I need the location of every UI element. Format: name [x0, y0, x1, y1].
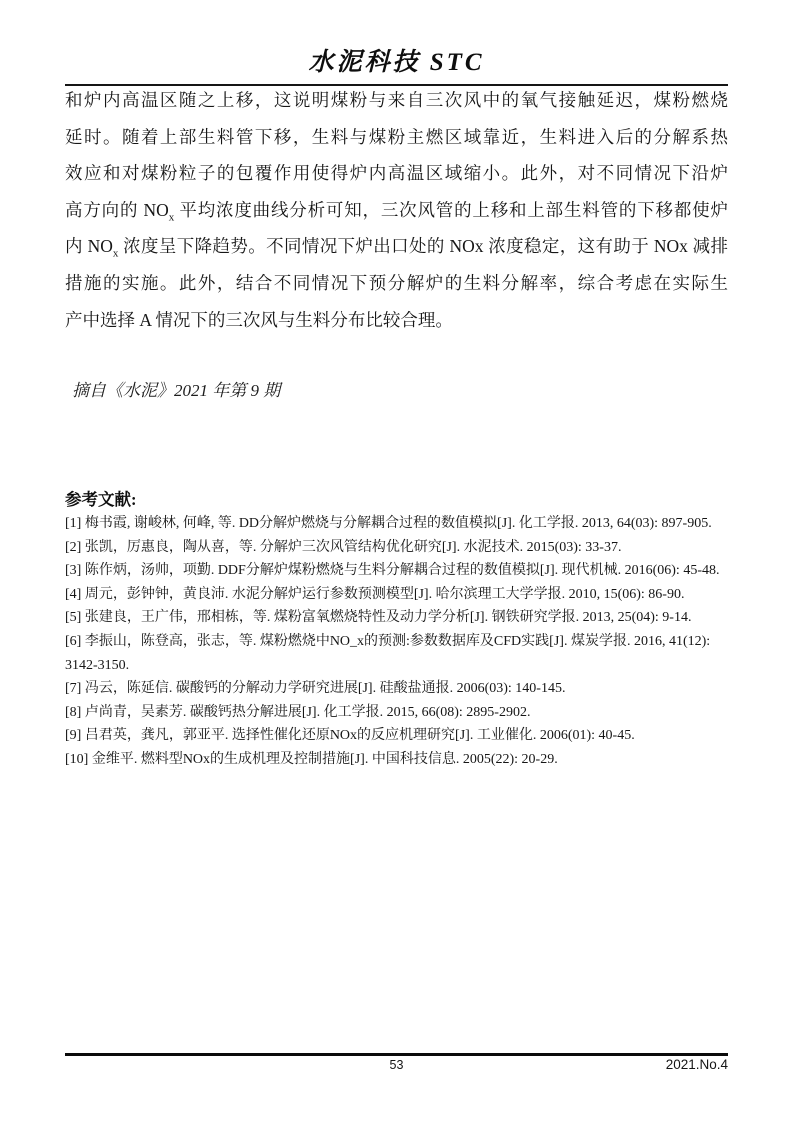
reference-line: [9] 吕君英，龚凡，郭亚平. 选择性催化还原NOx的反应机理研究[J]. 工业催化. 2006(01): 40-45.: [65, 728, 635, 744]
subscript: x: [168, 211, 175, 224]
body-line: 内 $NO_x$ 浓度呈下降趋势。不同情况下炉出口处的 NOx 浓度稳定，这有助于 NOx 减排: [65, 236, 728, 260]
reference-line: [7] 冯云，陈延信. 碳酸钙的分解动力学研究进展[J]. 硅酸盐通报. 2006(03): 140-145.: [65, 681, 566, 697]
footer-page-number: 53: [389, 1058, 404, 1072]
body-line: 高方向的 $NO_x$ 平均浓度曲线分析可知，三次风管的上移和上部生料管的下移都使炉: [65, 199, 728, 224]
reference-line: [4] 周元，彭钟钟，黄良沛. 水泥分解炉运行参数预测模型[J]. 哈尔滨理工大学学报. 2010, 15(06): 86-90.: [65, 586, 685, 602]
reference-line: [3] 陈作炳，汤帅，项勤. DDF分解炉煤粉燃烧与生料分解耦合过程的数值模拟[J]. 现代机械. 2016(06): 45-48.: [65, 563, 720, 579]
page-title: 水泥科技 STC: [308, 49, 485, 76]
body-line: 和炉内高温区随之上移，这说明煤粉与来自三次风中的氧气接触延迟，煤粉燃烧: [65, 90, 728, 110]
body-line: 延时。随着上部生料管下移，生料与煤粉主燃区域靠近，生料进入后的分解系热: [65, 126, 728, 147]
body-line: 措施的实施。此外，结合不同情况下预分解炉的生料分解率，综合考虑在实际生: [65, 272, 728, 293]
reference-line: 3142-3150.: [65, 657, 130, 673]
references-heading: 参考文献:: [65, 490, 137, 509]
reference-line: [1] 梅书霞, 谢峻林, 何峰, 等. DD分解炉燃烧与分解耦合过程的数值模拟[J]. 化工学报. 2013, 64(03): 897-905.: [65, 516, 712, 531]
reference-line: [8] 卢尚青，吴素芳. 碳酸钙热分解进展[J]. 化工学报. 2015, 66(08): 2895-2902.: [65, 704, 531, 720]
subscript: x: [112, 247, 119, 260]
body-line: 效应和对煤粉粒子的包覆作用使得炉内高温区域缩小。此外，对不同情况下沿炉: [65, 163, 728, 184]
reference-line: [5] 张建良，王广伟，邢相栋，等. 煤粉富氧燃烧特性及动力学分析[J]. 钢铁研究学报. 2013, 25(04): 9-14.: [65, 610, 692, 626]
reference-line: [6] 李振山，陈登高，张志，等. 煤粉燃烧中NO_x的预测:参数数据库及CFD实践[J]. 煤炭学报. 2016, 41(12):: [65, 633, 711, 649]
reference-list: [65, 512, 731, 772]
body-text: [65, 82, 728, 338]
reference-line: [2] 张凯，厉惠良，陶从喜，等. 分解炉三次风管结构优化研究[J]. 水泥技术. 2015(03): 33-37.: [65, 539, 622, 555]
body-line: 产中选择 A 情况下的三次风与生料分布比较合理。: [65, 309, 453, 330]
footer-divider: [65, 1053, 728, 1056]
reference-line: [10] 金维平. 燃料型NOx的生成机理及控制措施[J]. 中国科技信息. 2005(22): 20-29.: [65, 751, 558, 767]
source-note: 摘自《水泥》2021 年第 9 期: [72, 381, 281, 400]
footer-issue: 2021.No.4: [665, 1057, 728, 1072]
